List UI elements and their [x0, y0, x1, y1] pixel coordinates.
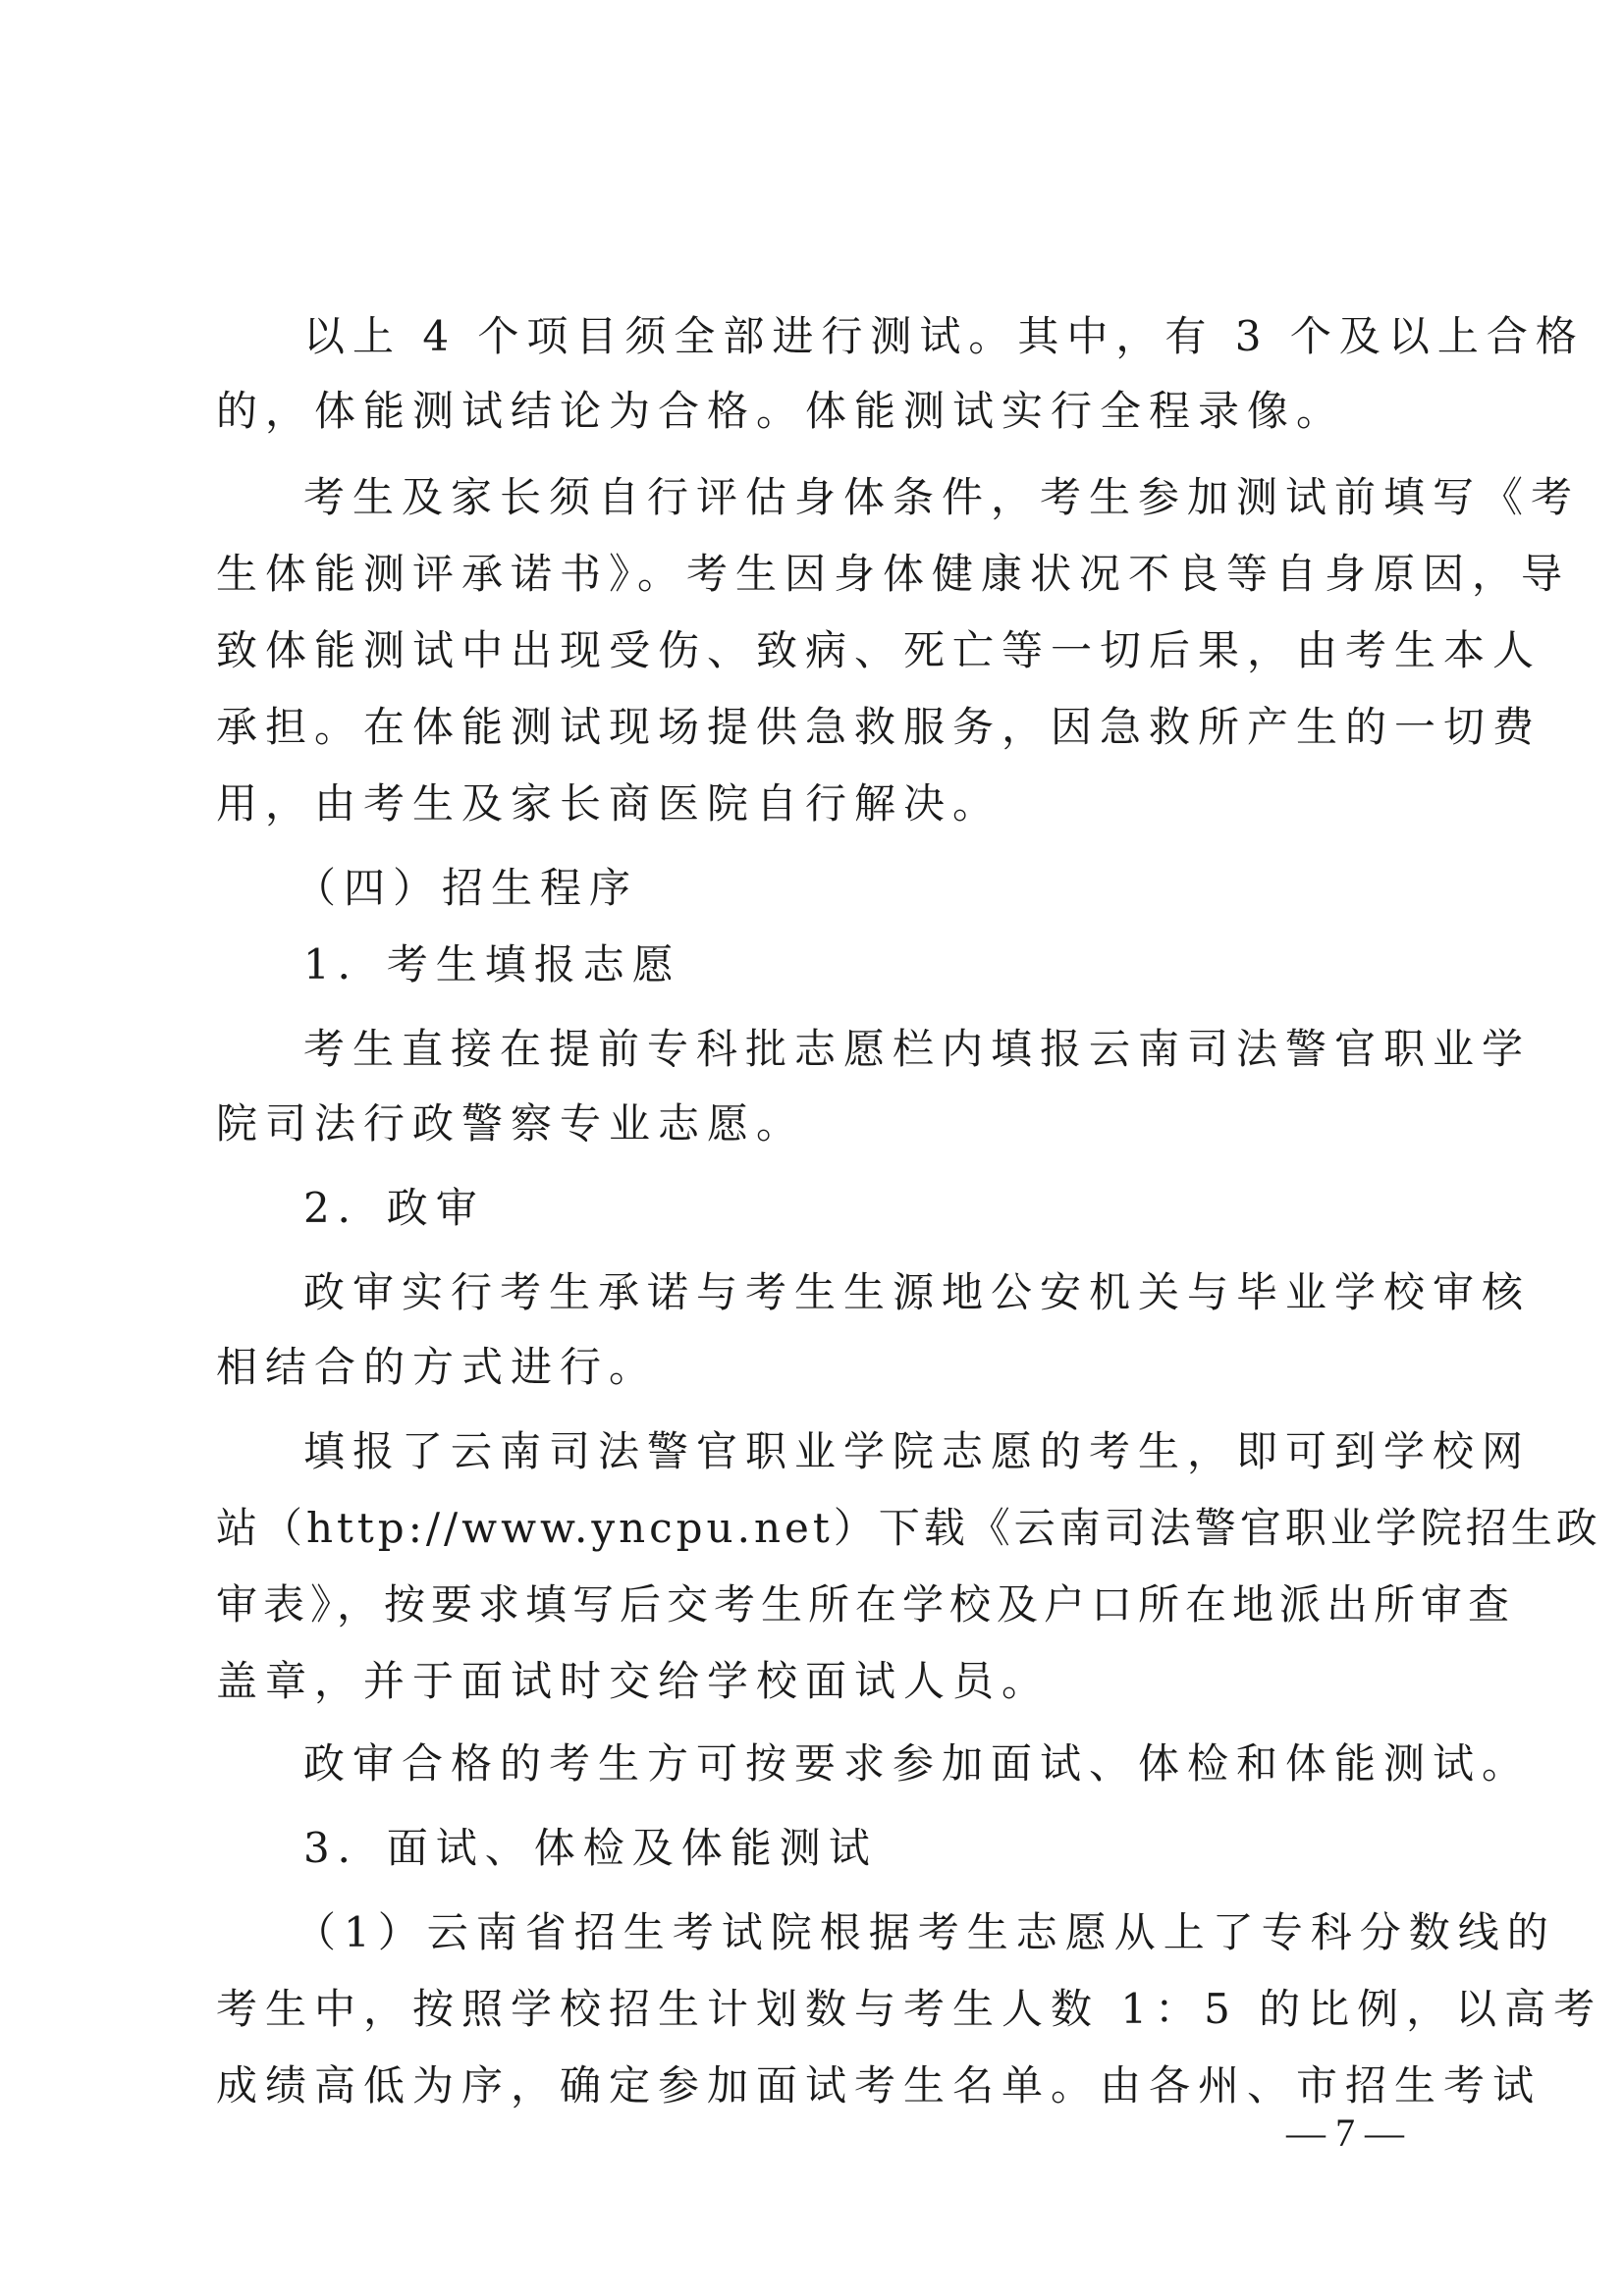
page-number: — 7 —	[1286, 2110, 1404, 2155]
paragraph-line: 成绩高低为序，确定参加面试考生名单。由各州、市招生考试	[216, 2061, 1543, 2109]
subsection-heading: 2．政审	[303, 1184, 485, 1232]
paragraph-line: 盖章，并于面试时交给学校面试人员。	[216, 1657, 1052, 1705]
paragraph-line: 填报了云南司法警官职业学院志愿的考生，即可到学校网	[303, 1427, 1532, 1475]
paragraph-line: 致体能测试中出现受伤、致病、死亡等一切后果，由考生本人	[216, 626, 1543, 674]
paragraph-line: 考生及家长须自行评估身体条件，考生参加测试前填写《考	[303, 473, 1581, 521]
paragraph-line: 用，由考生及家长商医院自行解决。	[216, 779, 1002, 828]
paragraph-line: 以上 4 个项目须全部进行测试。其中，有 3 个及以上合格	[303, 312, 1585, 360]
paragraph-line: 院司法行政警察专业志愿。	[216, 1099, 806, 1148]
paragraph-line: 的，体能测试结论为合格。体能测试实行全程录像。	[216, 387, 1346, 435]
paragraph-line: （1）云南省招生考试院根据考生志愿从上了专科分数线的	[295, 1908, 1556, 1956]
paragraph-line: 相结合的方式进行。	[216, 1343, 659, 1391]
paragraph-line: 承担。在体能测试现场提供急救服务，因急救所产生的一切费	[216, 703, 1543, 751]
section-heading: （四）招生程序	[295, 864, 639, 912]
paragraph-line: 考生直接在提前专科批志愿栏内填报云南司法警官职业学	[303, 1025, 1532, 1073]
paragraph-line: 政审合格的考生方可按要求参加面试、体检和体能测试。	[303, 1739, 1532, 1788]
paragraph-line: 站（http://www.yncpu.net）下载《云南司法警官职业学院招生政	[216, 1504, 1601, 1552]
paragraph-line: 政审实行考生承诺与考生生源地公安机关与毕业学校审核	[303, 1268, 1532, 1316]
paragraph-line: 审表》，按要求填写后交考生所在学校及户口所在地派出所审查	[216, 1580, 1516, 1629]
subsection-heading: 1．考生填报志愿	[303, 940, 681, 988]
paragraph-line: 考生中，按照学校招生计划数与考生人数 1：5 的比例，以高考	[216, 1985, 1603, 2033]
paragraph-line: 生体能测评承诺书》。考生因身体健康状况不良等自身原因，导	[216, 550, 1571, 598]
subsection-heading: 3．面试、体检及体能测试	[303, 1824, 878, 1872]
